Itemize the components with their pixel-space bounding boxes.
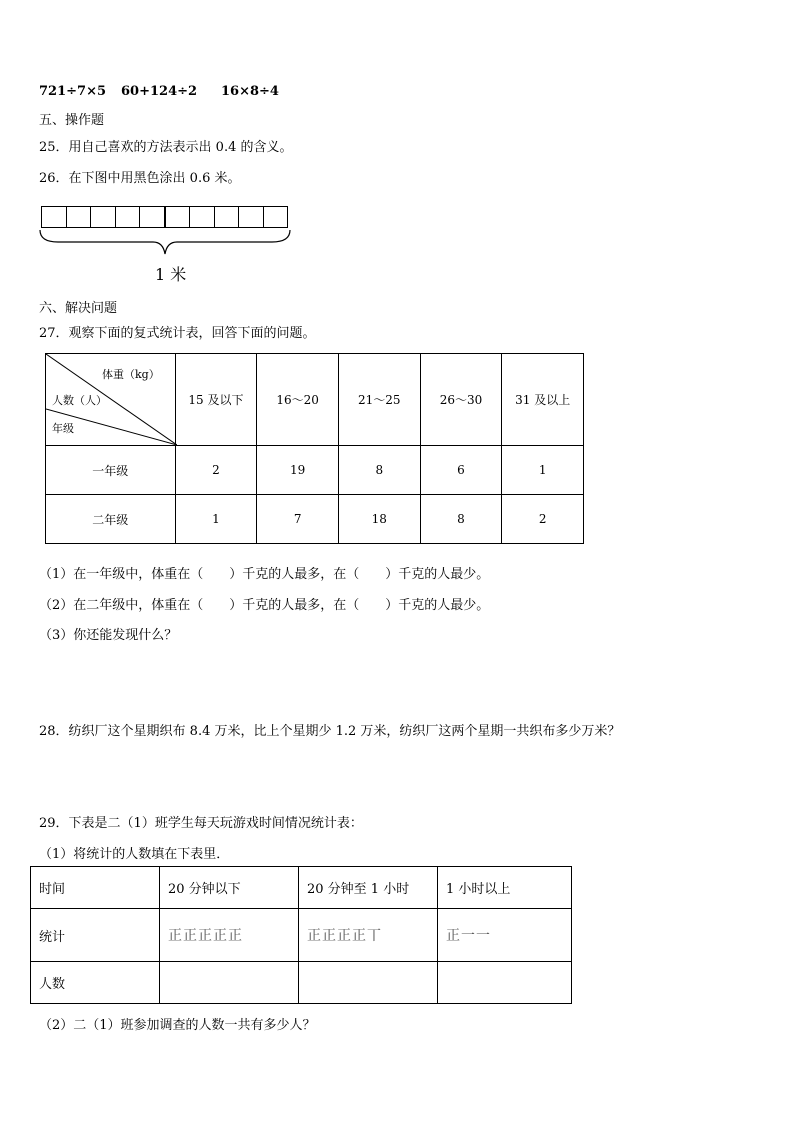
question-27-1: （1）在一年级中，体重在（ ）千克的人最多，在（ ）千克的人最少。	[39, 567, 490, 582]
section-6-heading: 六、解决问题	[39, 301, 118, 316]
expression-1: 721÷7×5	[39, 84, 107, 99]
row-label: 一年级	[46, 446, 176, 495]
question-27-2: （2）在二年级中，体重在（ ）千克的人最多，在（ ）千克的人最少。	[39, 598, 490, 613]
tally-cell	[299, 909, 438, 962]
column-header: 1 小时以上	[438, 867, 572, 909]
table-cell: 2	[502, 495, 584, 544]
column-header: 20 分钟至 1 小时	[299, 867, 438, 909]
question-29: 29．下表是二（1）班学生每天玩游戏时间情况统计表：	[39, 816, 363, 831]
table-cell: 18	[338, 495, 420, 544]
strip-cell[interactable]	[116, 207, 141, 227]
table-row	[31, 962, 572, 1004]
question-25: 25．用自己喜欢的方法表示出 0.4 的含义。	[39, 140, 293, 155]
corner-label-weight: 体重（kg）	[102, 368, 160, 381]
strip-cell[interactable]	[67, 207, 92, 227]
table-row	[31, 909, 572, 962]
strip-cell[interactable]	[190, 207, 215, 227]
game-time-table	[30, 866, 572, 1004]
section-5-heading: 五、操作题	[39, 113, 105, 128]
tally-marks: 正正正正正	[168, 928, 243, 944]
column-header: 20 分钟以下	[160, 867, 299, 909]
table-cell: 6	[420, 446, 502, 495]
expression-2: 60+124÷2	[121, 84, 198, 99]
corner-label-grade: 年级	[52, 422, 74, 435]
expression-3: 16×8÷4	[221, 84, 279, 99]
question-27-3: （3）你还能发现什么？	[39, 628, 178, 643]
brace-icon	[38, 228, 292, 260]
strip-cell[interactable]	[166, 207, 191, 227]
column-header: 15 及以下	[175, 354, 257, 446]
strip-cell[interactable]	[239, 207, 264, 227]
column-header: 31 及以上	[502, 354, 584, 446]
table-row	[46, 446, 584, 495]
table-cell: 8	[420, 495, 502, 544]
table-cell: 7	[257, 495, 339, 544]
column-header: 16～20	[257, 354, 339, 446]
tally-marks: 正一一	[446, 928, 491, 944]
question-29-2: （2）二（1）班参加调查的人数一共有多少人？	[39, 1018, 316, 1033]
strip-cell[interactable]	[215, 207, 240, 227]
table-cell: 2	[175, 446, 257, 495]
table-cell: 8	[338, 446, 420, 495]
answer-cell[interactable]	[299, 962, 438, 1004]
weight-stats-table	[45, 353, 584, 544]
question-28: 28．纺织厂这个星期织布 8.4 万米，比上个星期少 1.2 万米，纺织厂这两个星期一共织布多少万米？	[39, 724, 621, 739]
tally-cell	[160, 909, 299, 962]
table-row	[46, 495, 584, 544]
tally-cell	[438, 909, 572, 962]
ruler-label: 1 米	[155, 265, 187, 284]
corner-label-count: 人数（人）	[52, 394, 107, 407]
row-label: 二年级	[46, 495, 176, 544]
column-header: 26～30	[420, 354, 502, 446]
table-corner-cell	[46, 354, 176, 446]
column-header: 21～25	[338, 354, 420, 446]
table-cell: 19	[257, 446, 339, 495]
question-29-1: （1）将统计的人数填在下表里．	[39, 847, 230, 862]
row-label: 统计	[31, 909, 160, 962]
answer-cell[interactable]	[160, 962, 299, 1004]
column-header: 时间	[31, 867, 160, 909]
question-26: 26．在下图中用黑色涂出 0.6 米。	[39, 171, 241, 186]
table-cell: 1	[175, 495, 257, 544]
table-row	[31, 867, 572, 909]
table-cell: 1	[502, 446, 584, 495]
strip-cell[interactable]	[91, 207, 116, 227]
strip-cell[interactable]	[42, 207, 67, 227]
strip-cell[interactable]	[264, 207, 288, 227]
question-27: 27．观察下面的复式统计表，回答下面的问题。	[39, 326, 316, 341]
tally-marks: 正正正正丅	[307, 928, 382, 944]
row-label: 人数	[31, 962, 160, 1004]
strip-cell[interactable]	[140, 207, 166, 227]
meter-strip[interactable]	[41, 206, 288, 228]
answer-cell[interactable]	[438, 962, 572, 1004]
